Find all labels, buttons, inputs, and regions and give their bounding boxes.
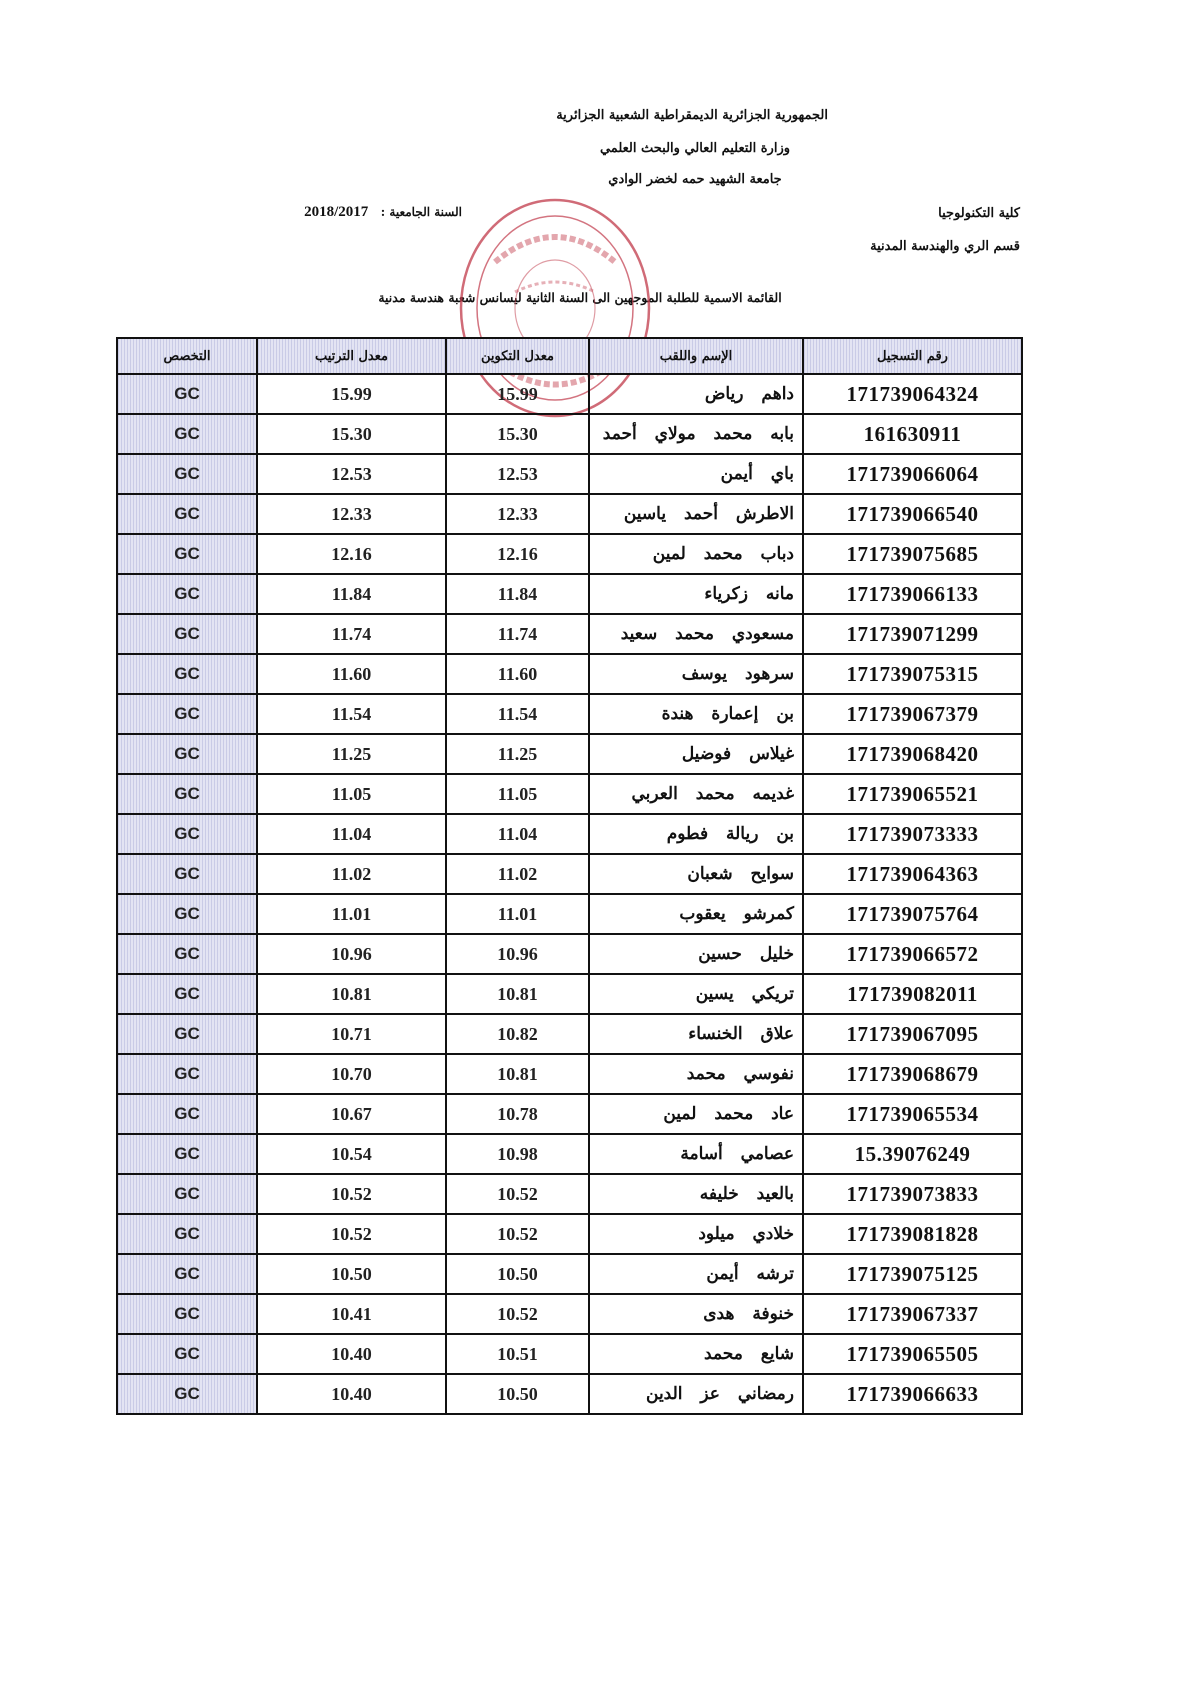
specialty-cell: GC — [117, 694, 257, 734]
training-average-cell: 10.82 — [446, 1014, 589, 1054]
ranking-average-cell: 11.54 — [257, 694, 446, 734]
ranking-average-cell: 10.70 — [257, 1054, 446, 1094]
training-average-cell: 10.51 — [446, 1334, 589, 1374]
specialty-cell: GC — [117, 654, 257, 694]
training-average-cell: 10.50 — [446, 1374, 589, 1414]
ranking-average-cell: 11.60 — [257, 654, 446, 694]
training-average-cell: 10.98 — [446, 1134, 589, 1174]
registration-number-cell: 171739075764 — [803, 894, 1022, 934]
registration-number-cell: 15.39076249 — [803, 1134, 1022, 1174]
specialty-cell: GC — [117, 1254, 257, 1294]
training-average-cell: 11.02 — [446, 854, 589, 894]
table-row — [117, 1374, 1022, 1414]
ranking-average-cell: 10.52 — [257, 1174, 446, 1214]
table-row — [117, 774, 1022, 814]
specialty-cell: GC — [117, 574, 257, 614]
table-row — [117, 1094, 1022, 1134]
student-name-cell: بن إعمارة هندة — [589, 694, 803, 734]
registration-number-cell: 171739064363 — [803, 854, 1022, 894]
ranking-average-cell: 10.67 — [257, 1094, 446, 1134]
training-average-cell: 10.81 — [446, 974, 589, 1014]
table-row — [117, 694, 1022, 734]
specialty-cell: GC — [117, 1134, 257, 1174]
student-name-cell: نفوسي محمد — [589, 1054, 803, 1094]
table-row — [117, 534, 1022, 574]
ranking-average-cell: 12.53 — [257, 454, 446, 494]
student-name-cell: كمرشو يعقوب — [589, 894, 803, 934]
table-header-row — [117, 338, 1022, 374]
specialty-cell: GC — [117, 1374, 257, 1414]
header-specialty: التخصص — [117, 338, 257, 374]
academic-year-value: 2018/2017 — [304, 204, 369, 220]
table-row — [117, 734, 1022, 774]
table-row — [117, 654, 1022, 694]
ranking-average-cell: 10.54 — [257, 1134, 446, 1174]
student-name-cell: سوايح شعبان — [589, 854, 803, 894]
table-row — [117, 1014, 1022, 1054]
training-average-cell: 11.84 — [446, 574, 589, 614]
ranking-average-cell: 10.52 — [257, 1214, 446, 1254]
registration-number-cell: 171739068420 — [803, 734, 1022, 774]
table-row — [117, 614, 1022, 654]
ranking-average-cell: 15.30 — [257, 414, 446, 454]
training-average-cell: 11.05 — [446, 774, 589, 814]
specialty-cell: GC — [117, 534, 257, 574]
students-table — [116, 337, 1021, 1415]
registration-number-cell: 171739066572 — [803, 934, 1022, 974]
training-average-cell: 10.52 — [446, 1294, 589, 1334]
student-name-cell: مانه زكرياء — [589, 574, 803, 614]
table-row — [117, 1254, 1022, 1294]
registration-number-cell: 171739065521 — [803, 774, 1022, 814]
training-average-cell: 11.04 — [446, 814, 589, 854]
table-row — [117, 1294, 1022, 1334]
registration-number-cell: 171739064324 — [803, 374, 1022, 414]
student-name-cell: تريكي يسين — [589, 974, 803, 1014]
student-name-cell: غديمه محمد العربي — [589, 774, 803, 814]
specialty-cell: GC — [117, 934, 257, 974]
registration-number-cell: 171739068679 — [803, 1054, 1022, 1094]
registration-number-cell: 171739066133 — [803, 574, 1022, 614]
table-row — [117, 574, 1022, 614]
training-average-cell: 10.78 — [446, 1094, 589, 1134]
table-row — [117, 494, 1022, 534]
ranking-average-cell: 11.84 — [257, 574, 446, 614]
specialty-cell: GC — [117, 1094, 257, 1134]
ranking-average-cell: 15.99 — [257, 374, 446, 414]
specialty-cell: GC — [117, 1014, 257, 1054]
academic-year-label: السنة الجامعية : — [380, 205, 462, 219]
ranking-average-cell: 10.41 — [257, 1294, 446, 1334]
table-row — [117, 414, 1022, 454]
ranking-average-cell: 11.05 — [257, 774, 446, 814]
specialty-cell: GC — [117, 1334, 257, 1374]
ranking-average-cell: 10.96 — [257, 934, 446, 974]
specialty-cell: GC — [117, 374, 257, 414]
student-name-cell: غيلاس فوضيل — [589, 734, 803, 774]
registration-number-cell: 171739066633 — [803, 1374, 1022, 1414]
registration-number-cell: 171739067337 — [803, 1294, 1022, 1334]
training-average-cell: 10.96 — [446, 934, 589, 974]
student-name-cell: داهم رياض — [589, 374, 803, 414]
ranking-average-cell: 10.40 — [257, 1374, 446, 1414]
training-average-cell: 10.52 — [446, 1174, 589, 1214]
table-row — [117, 454, 1022, 494]
department-label: قسم الري والهندسة المدنية — [870, 239, 1020, 254]
header-name: الإسم واللقب — [589, 338, 803, 374]
student-name-cell: بن ريالة فطوم — [589, 814, 803, 854]
ranking-average-cell: 11.01 — [257, 894, 446, 934]
student-name-cell: عاد محمد لمين — [589, 1094, 803, 1134]
training-average-cell: 11.01 — [446, 894, 589, 934]
training-average-cell: 11.25 — [446, 734, 589, 774]
specialty-cell: GC — [117, 1214, 257, 1254]
student-name-cell: سرهود يوسف — [589, 654, 803, 694]
student-name-cell: رمضاني عز الدين — [589, 1374, 803, 1414]
training-average-cell: 15.30 — [446, 414, 589, 454]
registration-number-cell: 171739073833 — [803, 1174, 1022, 1214]
registration-number-cell: 171739067095 — [803, 1014, 1022, 1054]
student-name-cell: خنوفة هدى — [589, 1294, 803, 1334]
training-average-cell: 10.81 — [446, 1054, 589, 1094]
specialty-cell: GC — [117, 1174, 257, 1214]
training-average-cell: 11.74 — [446, 614, 589, 654]
student-name-cell: مسعودي محمد سعيد — [589, 614, 803, 654]
table-row — [117, 1214, 1022, 1254]
ranking-average-cell: 11.25 — [257, 734, 446, 774]
republic-title: الجمهورية الجزائرية الديمقراطية الشعبية الجزائرية — [556, 108, 828, 123]
student-name-cell: ترشه أيمن — [589, 1254, 803, 1294]
specialty-cell: GC — [117, 734, 257, 774]
training-average-cell: 10.52 — [446, 1214, 589, 1254]
registration-number-cell: 171739066540 — [803, 494, 1022, 534]
ranking-average-cell: 12.16 — [257, 534, 446, 574]
header-registration: رقم التسجيل — [803, 338, 1022, 374]
training-average-cell: 11.60 — [446, 654, 589, 694]
student-name-cell: باي أيمن — [589, 454, 803, 494]
ranking-average-cell: 10.81 — [257, 974, 446, 1014]
student-name-cell: بالعيد خليفه — [589, 1174, 803, 1214]
specialty-cell: GC — [117, 774, 257, 814]
ranking-average-cell: 11.02 — [257, 854, 446, 894]
specialty-cell: GC — [117, 974, 257, 1014]
training-average-cell: 15.99 — [446, 374, 589, 414]
table-row — [117, 1174, 1022, 1214]
registration-number-cell: 171739071299 — [803, 614, 1022, 654]
specialty-cell: GC — [117, 414, 257, 454]
table-row — [117, 814, 1022, 854]
specialty-cell: GC — [117, 494, 257, 534]
table-row — [117, 1054, 1022, 1094]
registration-number-cell: 171739065505 — [803, 1334, 1022, 1374]
student-name-cell: شايع محمد — [589, 1334, 803, 1374]
student-name-cell: الاطرش أحمد ياسين — [589, 494, 803, 534]
training-average-cell: 11.54 — [446, 694, 589, 734]
training-average-cell: 12.16 — [446, 534, 589, 574]
training-average-cell: 10.50 — [446, 1254, 589, 1294]
registration-number-cell: 171739073333 — [803, 814, 1022, 854]
table-row — [117, 374, 1022, 414]
academic-year — [262, 204, 462, 221]
table-row — [117, 934, 1022, 974]
student-name-cell: دباب محمد لمين — [589, 534, 803, 574]
registration-number-cell: 171739066064 — [803, 454, 1022, 494]
table-row — [117, 1134, 1022, 1174]
student-name-cell: عصامي أسامة — [589, 1134, 803, 1174]
registration-number-cell: 171739082011 — [803, 974, 1022, 1014]
specialty-cell: GC — [117, 1294, 257, 1334]
student-name-cell: بابه محمد مولاي أحمد — [589, 414, 803, 454]
header-training-average: معدل التكوين — [446, 338, 589, 374]
registration-number-cell: 171739075315 — [803, 654, 1022, 694]
table-row — [117, 854, 1022, 894]
ranking-average-cell: 10.71 — [257, 1014, 446, 1054]
ministry-title: وزارة التعليم العالي والبحث العلمي — [599, 141, 791, 156]
specialty-cell: GC — [117, 454, 257, 494]
ranking-average-cell: 12.33 — [257, 494, 446, 534]
university-title: جامعة الشهيد حمه لخضر الوادي — [608, 172, 782, 187]
registration-number-cell: 171739075125 — [803, 1254, 1022, 1294]
specialty-cell: GC — [117, 894, 257, 934]
table-row — [117, 1334, 1022, 1374]
ranking-average-cell: 11.04 — [257, 814, 446, 854]
specialty-cell: GC — [117, 1054, 257, 1094]
registration-number-cell: 171739067379 — [803, 694, 1022, 734]
registration-number-cell: 161630911 — [803, 414, 1022, 454]
student-name-cell: خليل حسين — [589, 934, 803, 974]
student-name-cell: خلادي ميلود — [589, 1214, 803, 1254]
specialty-cell: GC — [117, 614, 257, 654]
training-average-cell: 12.53 — [446, 454, 589, 494]
header-ranking-average: معدل الترتيب — [257, 338, 446, 374]
table-row — [117, 974, 1022, 1014]
list-title: القائمة الاسمية للطلبة الموجهين الى السنة الثانية ليسانس شعبة هندسة مدنية — [378, 290, 782, 305]
registration-number-cell: 171739081828 — [803, 1214, 1022, 1254]
ranking-average-cell: 10.40 — [257, 1334, 446, 1374]
ranking-average-cell: 11.74 — [257, 614, 446, 654]
faculty-label: كلية التكنولوجيا — [938, 206, 1020, 221]
ranking-average-cell: 10.50 — [257, 1254, 446, 1294]
training-average-cell: 12.33 — [446, 494, 589, 534]
table-row — [117, 894, 1022, 934]
student-name-cell: علاق الخنساء — [589, 1014, 803, 1054]
registration-number-cell: 171739075685 — [803, 534, 1022, 574]
table-body — [117, 374, 1022, 1414]
specialty-cell: GC — [117, 814, 257, 854]
registration-number-cell: 171739065534 — [803, 1094, 1022, 1134]
specialty-cell: GC — [117, 854, 257, 894]
